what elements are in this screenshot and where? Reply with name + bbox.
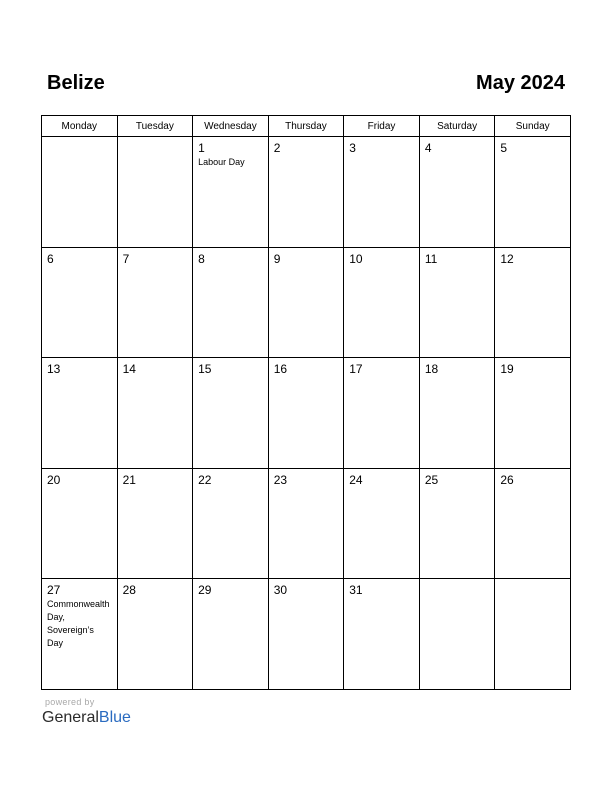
calendar-body: [42, 137, 571, 690]
day-number: 22: [198, 472, 212, 487]
day-number: 19: [500, 362, 514, 377]
day-cell[interactable]: [268, 358, 344, 469]
day-cell[interactable]: [42, 358, 118, 469]
week-row: [42, 468, 571, 579]
day-number: 28: [122, 583, 136, 598]
day-cell[interactable]: [193, 358, 269, 469]
day-cell[interactable]: [268, 579, 344, 690]
day-cell[interactable]: [193, 137, 269, 248]
day-number: 1: [198, 141, 205, 155]
day-cell[interactable]: [419, 468, 495, 579]
day-number: 10: [349, 251, 363, 266]
day-number: 30: [273, 583, 288, 598]
day-number: 23: [273, 472, 288, 487]
day-number: 21: [122, 472, 136, 487]
brand-name-part2: Blue: [98, 709, 131, 726]
calendar-grid: [41, 115, 571, 690]
day-number: 6: [47, 251, 54, 266]
day-cell[interactable]: [495, 137, 571, 248]
day-cell[interactable]: [419, 247, 495, 358]
day-cell[interactable]: [193, 468, 269, 579]
weekday-header: Thursday: [268, 116, 344, 137]
day-cell[interactable]: [117, 579, 193, 690]
day-cell[interactable]: [419, 137, 495, 248]
brand-name-part1: General: [42, 709, 99, 726]
day-cell[interactable]: [419, 358, 495, 469]
day-number: 24: [349, 472, 363, 487]
day-number: 18: [424, 362, 439, 377]
week-row: [42, 247, 571, 358]
day-number: 5: [500, 141, 508, 155]
weekday-header: Tuesday: [117, 116, 193, 137]
holiday-label: Commonwealth Day, Sovereign’s Day: [47, 599, 110, 649]
day-number: 27: [47, 583, 61, 598]
day-number: 15: [198, 362, 212, 377]
month-year-title: May 2024: [476, 72, 565, 94]
day-number: 11: [424, 251, 438, 266]
day-cell[interactable]: [344, 247, 420, 358]
day-number: 17: [349, 362, 363, 377]
day-number: 3: [349, 141, 356, 155]
day-number: 29: [198, 583, 212, 598]
day-number: 31: [349, 583, 363, 598]
day-number: 25: [424, 472, 439, 487]
day-cell[interactable]: [495, 247, 571, 358]
day-cell[interactable]: [117, 468, 193, 579]
weekday-header: Friday: [344, 116, 420, 137]
day-cell[interactable]: [419, 579, 495, 690]
country-title: Belize: [47, 72, 105, 94]
day-cell[interactable]: [117, 358, 193, 469]
day-cell[interactable]: [268, 137, 344, 248]
day-number: 7: [122, 251, 130, 266]
day-number: 8: [198, 251, 205, 266]
day-number: 2: [273, 141, 281, 155]
day-cell[interactable]: [268, 247, 344, 358]
week-row: [42, 137, 571, 248]
weekday-header: Wednesday: [193, 116, 269, 137]
day-cell[interactable]: [495, 468, 571, 579]
weekday-header: Sunday: [495, 116, 571, 137]
day-cell[interactable]: [42, 137, 118, 248]
day-cell[interactable]: [495, 358, 571, 469]
holiday-label: Labour Day: [198, 157, 245, 167]
day-cell[interactable]: [344, 137, 420, 248]
day-cell[interactable]: [193, 579, 269, 690]
day-cell[interactable]: [268, 468, 344, 579]
day-number: 12: [500, 251, 514, 266]
day-cell[interactable]: [117, 247, 193, 358]
day-cell[interactable]: [344, 358, 420, 469]
day-cell[interactable]: [117, 137, 193, 248]
weekday-header: Monday: [42, 116, 118, 137]
day-number: 16: [273, 362, 288, 377]
weekday-header: Saturday: [419, 116, 495, 137]
day-number: 20: [47, 472, 61, 487]
brand-logo[interactable]: [42, 708, 131, 728]
day-number: 26: [500, 472, 514, 487]
day-number: 9: [273, 251, 281, 266]
day-cell[interactable]: [42, 247, 118, 358]
powered-by-label: powered by: [45, 697, 95, 707]
day-cell[interactable]: [42, 468, 118, 579]
weekday-header-row: [42, 116, 571, 137]
week-row: [42, 358, 571, 469]
day-number: 4: [424, 141, 432, 155]
day-cell[interactable]: [344, 579, 420, 690]
day-cell[interactable]: [495, 579, 571, 690]
day-cell[interactable]: [42, 579, 118, 690]
week-row: [42, 579, 571, 690]
day-number: 13: [47, 362, 61, 377]
day-cell[interactable]: [193, 247, 269, 358]
day-cell[interactable]: [344, 468, 420, 579]
day-number: 14: [122, 362, 136, 377]
